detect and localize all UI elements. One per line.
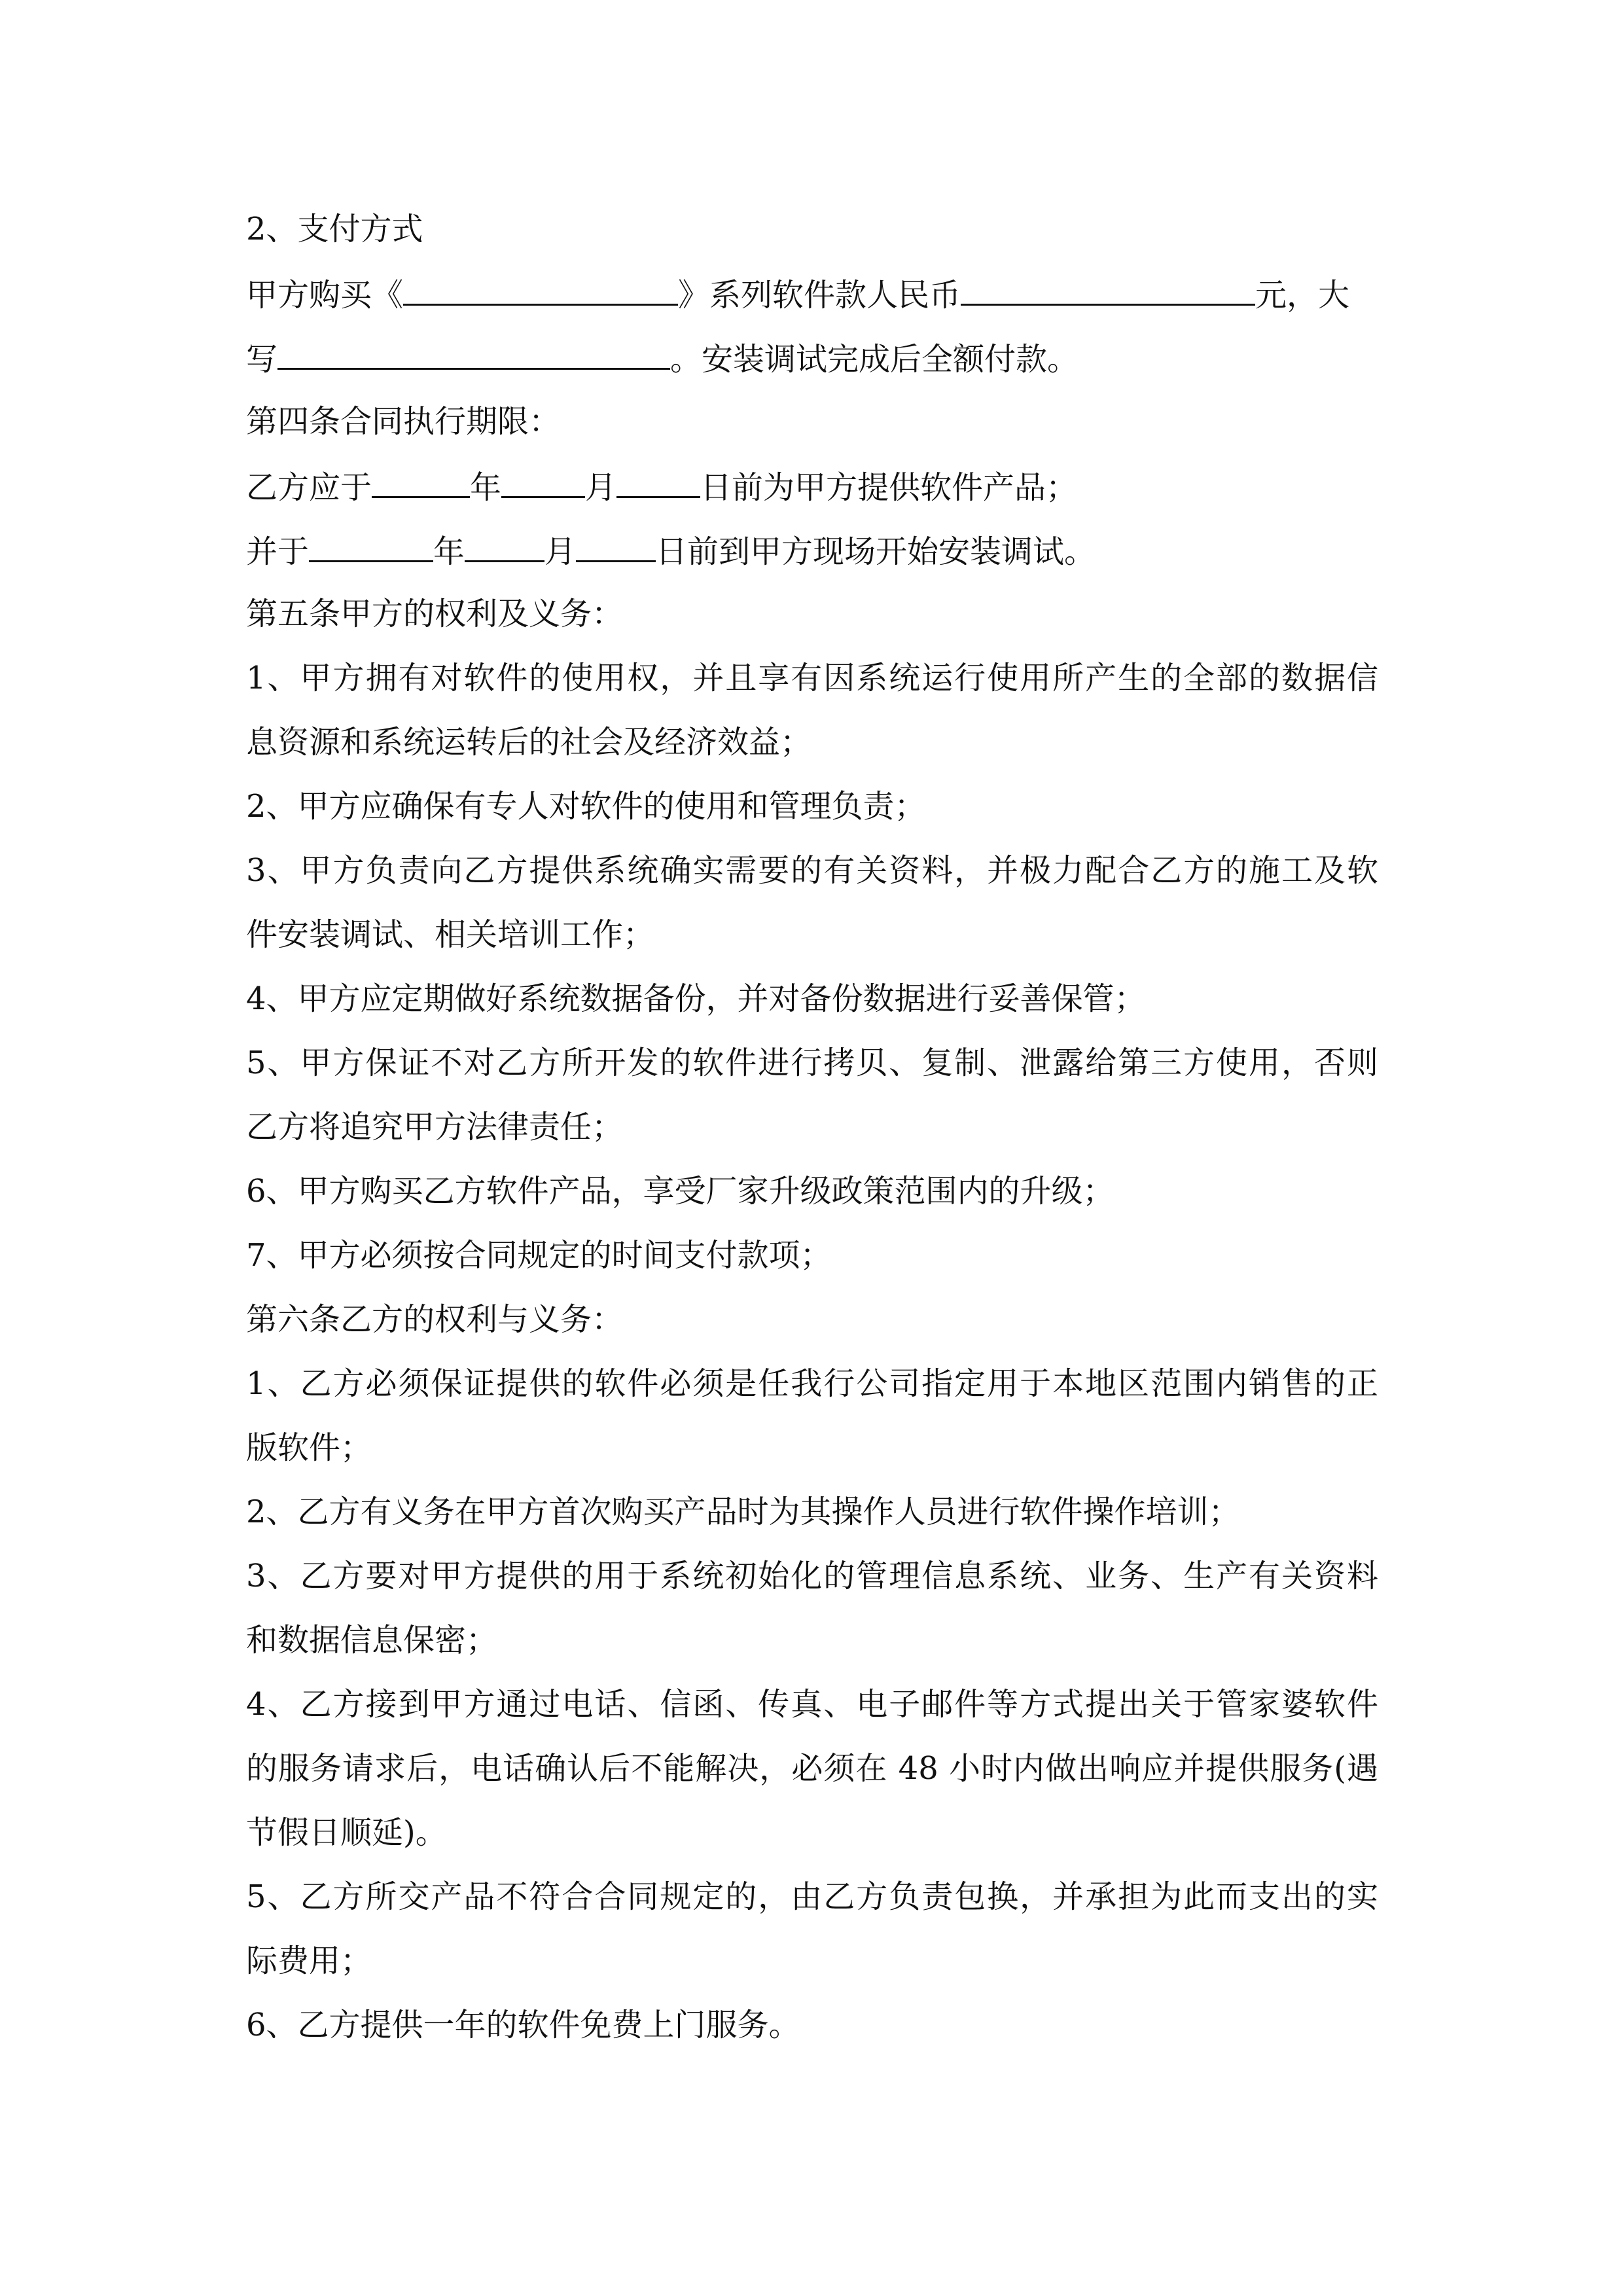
article-4-line-1: 乙方应于 年 月 日前为甲方提供软件产品； bbox=[246, 466, 1378, 507]
article-6-item-2: 2、乙方有义务在甲方首次购买产品时为其操作人员进行软件操作培训； bbox=[246, 1494, 1240, 1530]
article-6-item-1-line-1: 1、乙方必须保证提供的软件必须是任我行公司指定用于本地区范围内销售的正 bbox=[246, 1365, 1378, 1402]
article-5-item-7: 7、甲方必须按合同规定的时间支付款项； bbox=[246, 1237, 832, 1274]
article-6-item-5-line-1: 5、乙方所交产品不符合合同规定的，由乙方负责包换，并承担为此而支出的实 bbox=[246, 1878, 1378, 1915]
article-5-item-1-line-1: 1、甲方拥有对软件的使用权，并且享有因系统运行使用所产生的全部的数据信 bbox=[246, 660, 1378, 696]
article-6-item-4-line-3: 节假日顺延)。 bbox=[246, 1814, 447, 1851]
article-5-item-5-line-2: 乙方将追究甲方法律责任； bbox=[246, 1109, 624, 1145]
clause-payment-method: 2、支付方式 bbox=[246, 211, 423, 247]
blank-amount bbox=[961, 274, 1255, 306]
blank-month bbox=[465, 530, 544, 562]
blank-day bbox=[616, 466, 700, 498]
blank-software-name bbox=[403, 274, 678, 306]
article-4-line-2: 并于 年 月 日前到甲方现场开始安装调试。 bbox=[246, 530, 1378, 571]
article-6-item-6: 6、乙方提供一年的软件免费上门服务。 bbox=[246, 2007, 800, 2043]
article-5-item-1-line-2: 息资源和系统运转后的社会及经济效益； bbox=[246, 724, 812, 761]
blank-year bbox=[372, 466, 470, 498]
article-6-title: 第六条乙方的权利与义务： bbox=[246, 1301, 624, 1338]
blank-amount-in-words bbox=[277, 338, 670, 370]
article-6-item-3-line-1: 3、乙方要对甲方提供的用于系统初始化的管理信息系统、业务、生产有关资料 bbox=[246, 1558, 1378, 1594]
blank-year bbox=[309, 530, 433, 562]
payment-line-1: 甲方购买《 》系列软件款人民币 元，大 bbox=[246, 274, 1378, 315]
article-6-item-3-line-2: 和数据信息保密； bbox=[246, 1622, 498, 1659]
article-6-item-4-line-1: 4、乙方接到甲方通过电话、信函、传真、电子邮件等方式提出关于管家婆软件 bbox=[246, 1686, 1378, 1723]
article-5-title: 第五条甲方的权利及义务： bbox=[246, 596, 624, 632]
article-6-item-4-line-2: 的服务请求后，电话确认后不能解决，必须在 48 小时内做出响应并提供服务(遇 bbox=[246, 1750, 1378, 1787]
article-5-item-4: 4、甲方应定期做好系统数据备份，并对备份数据进行妥善保管； bbox=[246, 980, 1146, 1017]
article-5-item-6: 6、甲方购买乙方软件产品，享受厂家升级政策范围内的升级； bbox=[246, 1173, 1115, 1210]
blank-day bbox=[576, 530, 656, 562]
blank-month bbox=[501, 466, 585, 498]
article-5-item-5-line-1: 5、甲方保证不对乙方所开发的软件进行拷贝、复制、泄露给第三方使用，否则 bbox=[246, 1045, 1378, 1081]
article-5-item-2: 2、甲方应确保有专人对软件的使用和管理负责； bbox=[246, 788, 926, 825]
article-5-item-3-line-1: 3、甲方负责向乙方提供系统确实需要的有关资料，并极力配合乙方的施工及软 bbox=[246, 852, 1378, 889]
article-5-item-3-line-2: 件安装调试、相关培训工作； bbox=[246, 916, 655, 953]
payment-line-2: 写 。安装调试完成后全额付款。 bbox=[246, 338, 1378, 379]
article-6-item-1-line-2: 版软件； bbox=[246, 1429, 372, 1466]
article-4-title: 第四条合同执行期限： bbox=[246, 403, 561, 440]
article-6-item-5-line-2: 际费用； bbox=[246, 1943, 372, 1979]
